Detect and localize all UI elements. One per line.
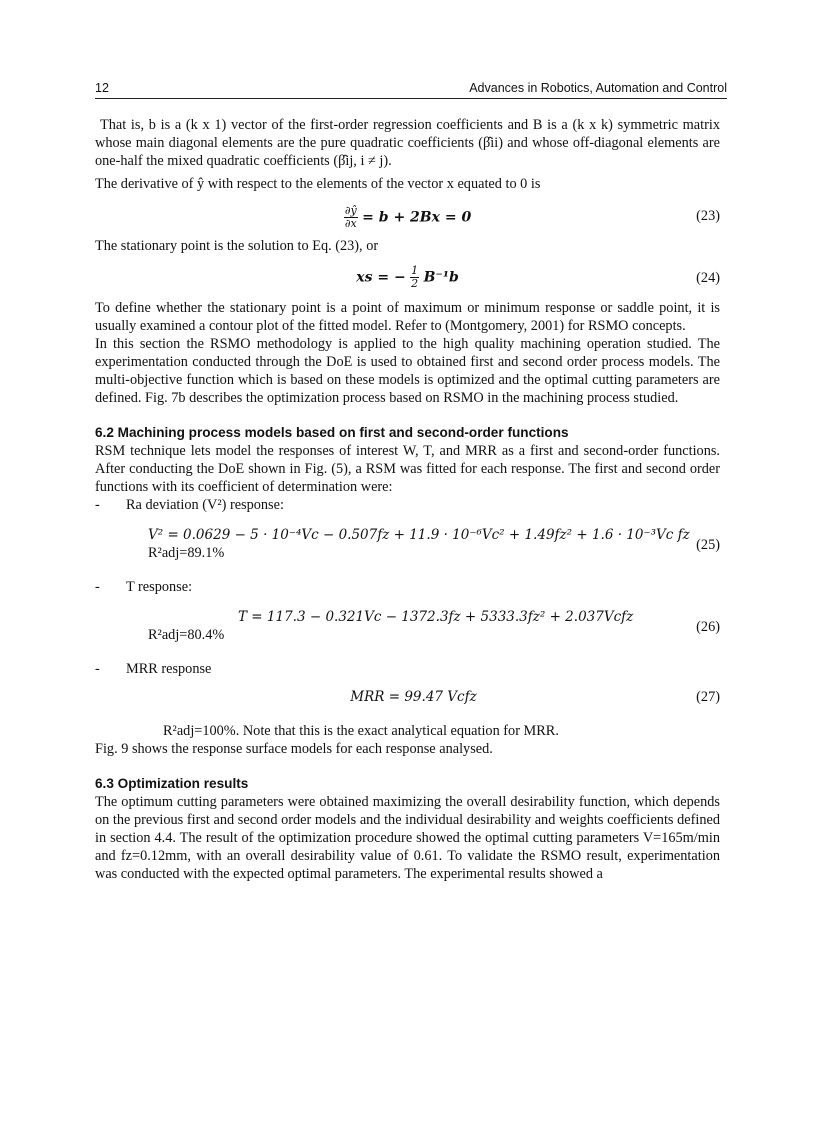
bullet-label: MRR response	[126, 661, 212, 677]
equation-24	[95, 255, 720, 299]
intro-paragraph-4: To define whether the stationary point is a point of maximum or minimum response or saddle point, it is usually examined a contour plot of the fitted model. Refer to (Montgomery, 2001) for RSMO concepts.	[95, 300, 720, 334]
eq24-rhs: B⁻¹b	[423, 269, 459, 286]
model-26-expression: T = 117.3 − 0.321Vc − 1372.3fz + 5333.3fz² + 2.037Vcfz	[238, 609, 634, 625]
model-27-label: (27)	[696, 689, 720, 705]
running-title: Advances in Robotics, Automation and Control	[469, 81, 727, 95]
bullet-label: T response:	[126, 579, 193, 595]
model-26	[95, 608, 720, 654]
page-number: 12	[95, 81, 109, 95]
page-body	[95, 116, 720, 883]
model-25-expression: V² = 0.0629 − 5 · 10⁻⁴Vc − 0.507fz + 11.9 · 10⁻⁶Vc² + 1.49fz² + 1.6 · 10⁻³Vc fz	[148, 527, 690, 543]
model-25-label: (25)	[696, 537, 720, 553]
section-6-2-paragraph: RSM technique lets model the responses of interest W, T, and MRR as a first and second-order functions. After conducting the DoE shown in Fig. (5), a RSM was fitted for each response. The first and second order functions with its coefficient of determination were:	[95, 443, 720, 495]
bullet-mrr-response	[95, 660, 720, 678]
eq24-denominator: 2	[411, 277, 419, 290]
equation-23	[95, 193, 720, 237]
eq23-denominator: ∂x	[344, 217, 357, 230]
section-6-2-heading: 6.2 Machining process models based on first and second-order functions	[95, 425, 569, 440]
mrr-note: R²adj=100%. Note that this is the exact analytical equation for MRR.	[163, 723, 559, 739]
model-25-r2: R²adj=89.1%	[148, 545, 225, 561]
model-26-label: (26)	[696, 619, 720, 635]
bullet-ra-deviation	[95, 496, 720, 514]
eq23-rhs: = b + 2Bx = 0	[362, 209, 472, 226]
bullet-dash: -	[95, 661, 100, 677]
eq23-label: (23)	[696, 208, 720, 224]
intro-paragraph-1: That is, b is a (k x 1) vector of the first-order regression coefficients and B is a (k x k) symmetric matrix whose main diagonal elements are the pure quadratic coefficients (β̂ii) and whose off-diagonal elements are one-half the mixed quadratic coefficients (β̂ij, i ≠ j).	[95, 117, 720, 169]
eq24-lhs: xs = −	[356, 269, 406, 286]
bullet-t-response	[95, 578, 720, 596]
page-header	[95, 80, 727, 99]
model-27-expression: MRR = 99.47 Vcfz	[350, 689, 477, 705]
intro-paragraph-5: In this section the RSMO methodology is applied to the high quality machining operation studied. The experimentation conducted through the DoE is used to obtained first and second order process models. The multi-objective function which is based on these models is optimized and the optimal cutting parameters are defined. Fig. 7b describes the optimization process based on RSMO in the machining process studied.	[95, 336, 720, 406]
model-27	[95, 688, 720, 722]
model-26-r2: R²adj=80.4%	[148, 627, 225, 643]
stationary-point-text: The stationary point is the solution to Eq. (23), or	[95, 238, 379, 254]
eq24-numerator: 1	[411, 264, 419, 277]
model-25	[95, 526, 720, 570]
section-6-3-heading: 6.3 Optimization results	[95, 776, 249, 791]
eq24-label: (24)	[696, 270, 720, 286]
eq23-fraction	[344, 205, 358, 230]
eq24-fraction	[410, 265, 419, 290]
section-6-3-paragraph: The optimum cutting parameters were obtained maximizing the overall desirability function, which depends on the previous first and second order models and the individual desirability and weights coefficients defined in section 4.4. The result of the optimization procedure showed the optimal cutting parameters V=165m/min and fz=0.12mm, with an overall desirability value of 0.61. To validate the RSMO result, experimentation was conducted with the expected optimal parameters. The experimental results showed a	[95, 794, 720, 882]
bullet-dash: -	[95, 579, 100, 595]
figure-9-reference: Fig. 9 shows the response surface models for each response analysed.	[95, 741, 493, 757]
bullet-dash: -	[95, 497, 100, 513]
eq23-numerator: ∂ŷ	[344, 204, 357, 217]
bullet-label: Ra deviation (V²) response:	[126, 497, 284, 513]
intro-paragraph-2: The derivative of ŷ with respect to the elements of the vector x equated to 0 is	[95, 176, 541, 192]
